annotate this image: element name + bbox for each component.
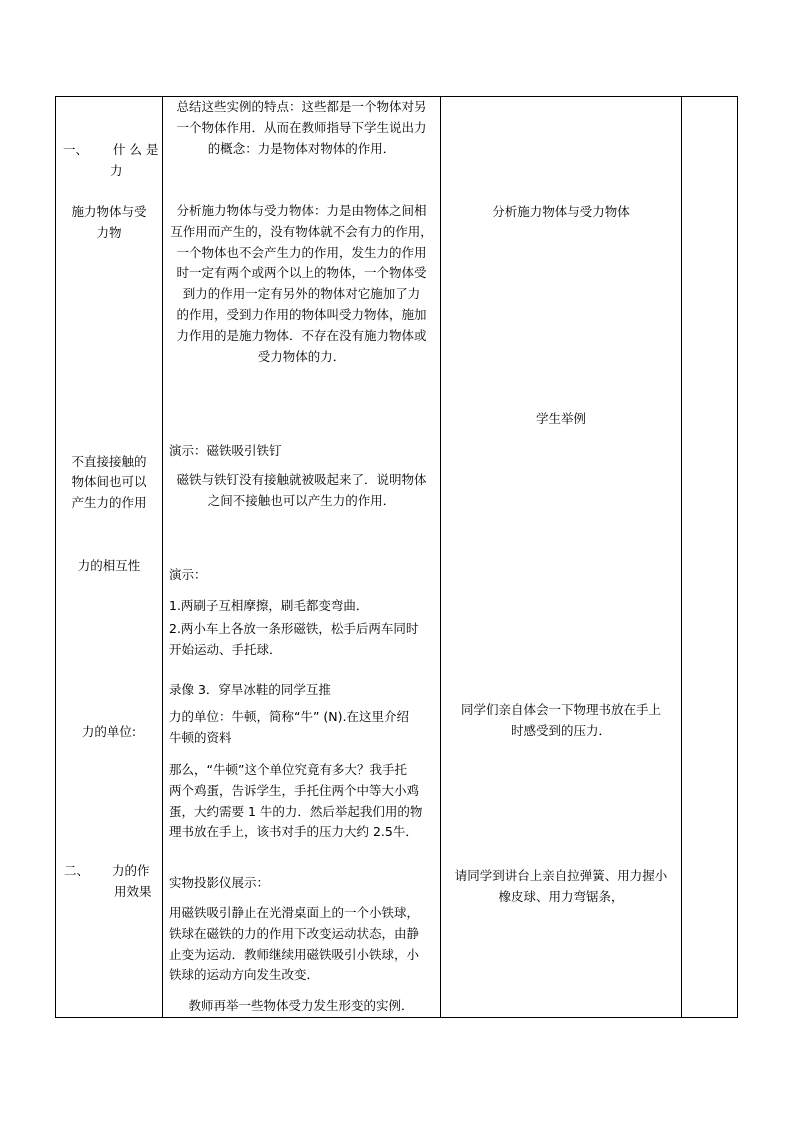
- demo2-item2: 2.两小车上各放一条形磁铁，松手后两车同时 开始运动、手托球．: [169, 621, 419, 657]
- activity-book: 同学们亲自体会一下物理书放在手上 时感受到的压力．: [460, 702, 661, 738]
- heading-shili: 施力物体与受: [71, 204, 147, 219]
- demo1-body: 磁铁与铁钉没有接触就被吸起来了．说明物体 之间不接触也可以产生力的作用．: [176, 472, 427, 508]
- activity-analysis: 分析施力物体与受力物体: [492, 204, 630, 219]
- section1-title-cont: 力: [110, 163, 123, 178]
- column-divider: [162, 97, 163, 1017]
- heading-bujie-2: 物体间也可以: [71, 474, 147, 489]
- summary-paragraph: 总结这些实例的特点：这些都是一个物体对另 一个物体作用．从而在教师指导下学生说出力 的概念：力是物体对物体的作用．: [176, 99, 427, 156]
- section2-title: 力的作: [112, 863, 150, 878]
- section1-title: 什 么 是: [113, 142, 159, 157]
- section1-number: 一、: [63, 142, 89, 157]
- unit-paragraph: 力的单位：牛顿，简称“牛” (N).在这里介绍 牛顿的资料: [169, 709, 410, 745]
- demo1-title: 演示：磁铁吸引铁钉: [169, 443, 282, 458]
- projector-title: 实物投影仪展示：: [169, 875, 270, 890]
- heading-danwei: 力的单位:: [81, 724, 137, 739]
- deform-note: 教师再举一些物体受力发生形变的实例．: [188, 998, 414, 1013]
- activity-spring: 请同学到讲台上亲自拉弹簧、用力握小 橡皮球、用力弯锯条，: [454, 868, 668, 904]
- heading-bujie-3: 产生力的作用: [71, 495, 147, 510]
- heading-shili-cont: 力物: [96, 225, 122, 240]
- demo2-item1: 1.两刷子互相摩擦，刷毛都变弯曲．: [169, 598, 369, 613]
- magnet-paragraph: 用磁铁吸引静止在光滑桌面上的一个小铁球， 铁球在磁铁的力的作用下改变运动状态，由静 止变为运动．教师继续用磁铁吸引小铁球，小 铁球的运动方向发生改变．: [169, 905, 420, 983]
- newton-paragraph: 那么，“牛顿”这个单位究竟有多大？我手托 两个鸡蛋，告诉学生，手托住两个中等大小鸡 蛋，大约需要 1 牛的力．然后举起我们用的物 理书放在手上，该书对手的压力大约 2.5牛．: [169, 762, 423, 840]
- heading-xianghu: 力的相互性: [77, 558, 141, 573]
- column-divider: [681, 97, 682, 1017]
- demo2-title: 演示：: [169, 567, 207, 582]
- video-note: 录像 3．穿旱冰鞋的同学互推: [169, 682, 331, 697]
- activity-examples: 学生举例: [535, 411, 586, 426]
- section2-title-cont: 用效果: [114, 884, 152, 899]
- section2-number: 二、: [64, 863, 90, 878]
- heading-bujie: 不直接接触的: [71, 454, 147, 469]
- analysis-paragraph: 分析施力物体与受力物体：力是由物体之间相 互作用而产生的，没有物体就不会有力的作用， 一个物体也不会产生力的作用，发生力的作用 时一定有两个或两个以上的物体，一个物体受 到力的作用一定有另外的物体对它施加了力 的作用，受到力作用的物体叫受力物体，施加 力作用的是施力物体．不存在没有施力物体或 受力物体的力．: [170, 203, 433, 364]
